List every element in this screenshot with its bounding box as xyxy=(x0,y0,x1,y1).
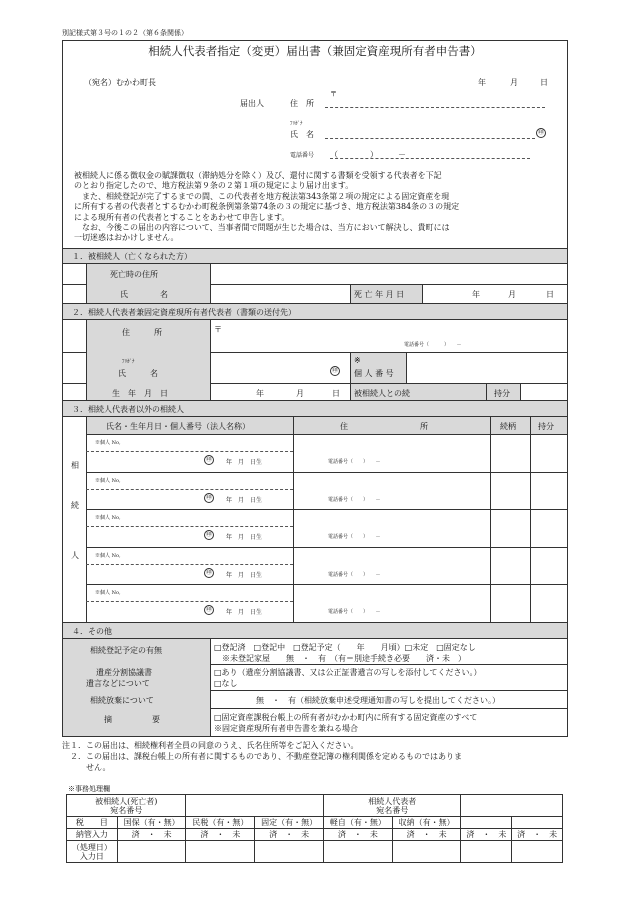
office-use-table xyxy=(66,794,563,863)
heir-birth[interactable]: 年 月 日生 xyxy=(226,609,263,616)
pay-status[interactable]: 済 ・ 未 xyxy=(392,829,461,841)
proc-date-field[interactable] xyxy=(186,841,255,863)
date-year: 年 xyxy=(478,78,486,87)
heir-col-relation: 続柄 xyxy=(500,422,516,431)
rep-birth-label: 生 年 月 日 xyxy=(112,389,168,398)
rep-address-label: 住 所 xyxy=(122,328,162,337)
rep-postal-mark: 〒 xyxy=(214,325,222,334)
rep-relation-label: 被相続人との続 xyxy=(354,389,410,398)
deceased-addr-no-sub: 宛名番号 xyxy=(110,805,143,815)
renounce-options[interactable]: 無 ・ 有（相続放棄申述受理通知書の写しを提出してください。） xyxy=(256,696,500,705)
body-line: 被相続人に係る徴収金の賦課徴収（滞納処分を除く）及び、還付に関する書類を受領する代表者を下記 xyxy=(74,171,442,180)
section3-title: ３．相続人代表者以外の相続人 xyxy=(72,405,184,414)
tax-shuno[interactable]: 収納（有・無） xyxy=(392,817,461,829)
pay-status[interactable]: 済 ・ 未 xyxy=(117,829,186,841)
declaration-text xyxy=(74,171,564,244)
body-line: なお、今後この届出の内容について、当事者間で問題が生じた場合は、当方において解決し、貴町には xyxy=(74,223,450,233)
rep-birth-day: 日 xyxy=(332,389,340,398)
heir-phone[interactable]: 電話番号（ ） － xyxy=(328,572,381,578)
date-day: 日 xyxy=(540,78,548,87)
applicant-phone-underline xyxy=(330,158,530,159)
death-date-label: 死 亡 年 月 日 xyxy=(354,290,405,299)
section4-title: ４．その他 xyxy=(72,627,112,636)
seal-mark-icon: ㊞ xyxy=(205,569,212,576)
proc-date-field[interactable] xyxy=(117,841,186,863)
heir-col-share: 持分 xyxy=(538,422,554,431)
heir-side-label: 相 xyxy=(71,461,79,470)
seal-mark-icon: ㊞ xyxy=(205,606,212,613)
rep-birth-year: 年 xyxy=(256,389,264,398)
applicant-name-label: 氏 名 xyxy=(290,130,314,139)
summary-option-b[interactable]: ※固定資産現所有者申告書を兼ねる場合 xyxy=(214,724,358,733)
seal-mark-icon: ㊞ xyxy=(537,129,544,136)
division-label: 遺産分割協議書 xyxy=(96,668,152,677)
proc-date-field[interactable] xyxy=(255,841,324,863)
pay-status[interactable]: 済 ・ 未 xyxy=(255,829,324,841)
note-2: ２．この届出は、課税台帳上の所有者に関するものであり、不動産登記簿の権利関係を定めるものではありま xyxy=(62,752,462,761)
death-month: 月 xyxy=(508,290,516,299)
division-yes-option[interactable]: □あり（遺産分割協議書、又は公正証書遺言の写しを添付してください。） xyxy=(214,668,482,677)
form-label: 別記様式第３号の１の２（第６条関係） xyxy=(62,29,188,37)
section1-title: １．被相続人（亡くなられた方） xyxy=(72,252,192,261)
section4-header-bg xyxy=(63,623,567,638)
summary-label: 摘 要 xyxy=(104,715,160,724)
tax-kotei[interactable]: 固定（有・無） xyxy=(255,817,324,829)
heir-birth[interactable]: 年 月 日生 xyxy=(226,572,263,579)
section2-title: ２．相続人代表者兼固定資産現所有者代表者（書類の送付先） xyxy=(72,308,296,317)
heir-birth[interactable]: 年 月 日生 xyxy=(226,534,263,541)
applicant-furigana: ﾌﾘｶﾞﾅ xyxy=(290,121,303,127)
seal-mark-icon: ㊞ xyxy=(205,494,212,501)
pay-status[interactable]: 済 ・ 未 xyxy=(186,829,255,841)
applicant-label: 届出人 xyxy=(240,99,264,108)
tax-blank xyxy=(461,817,512,829)
date-month: 月 xyxy=(510,78,518,87)
applicant-name-field[interactable] xyxy=(325,138,535,139)
tax-keiji[interactable]: 軽自（有・無） xyxy=(323,817,392,829)
rep-addr-no-sub: 宛名番号 xyxy=(376,805,409,815)
addressee: （宛名）むかわ町長 xyxy=(84,78,156,87)
proc-date-field[interactable] xyxy=(323,841,392,863)
heir-col-name: 氏名・生年月日・個人番号（法人名称） xyxy=(106,422,250,431)
unregistered-house-options[interactable]: ※未登記家屋 無 ・ 有 （有＝別途手続き必要 済・未 ） xyxy=(222,654,466,663)
proc-date-field[interactable] xyxy=(512,841,563,863)
applicant-phone-label: 電話番号 xyxy=(290,152,315,159)
body-line: のとおり指定したので、地方税法第９条の２第１項の規定により届け出ます。 xyxy=(74,181,354,191)
proc-date-label: （処理日） xyxy=(71,842,112,852)
heir-kojin-no[interactable]: ※個人 No, xyxy=(95,553,121,559)
seal-mark-icon: ㊞ xyxy=(205,531,212,538)
body-line: に所有する者の代表者とするむかわ町税条例第条第74条の３の規定に基づき、地方税法第384条の３の規定 xyxy=(74,202,460,212)
deceased-name-label: 氏 名 xyxy=(120,290,168,299)
summary-option-a[interactable]: □固定資産課税台帳上の所有者がむかわ町内に所有する固定資産のすべて xyxy=(214,713,478,722)
seal-mark-icon: ㊞ xyxy=(205,456,212,463)
pay-status[interactable]: 済 ・ 未 xyxy=(461,829,512,841)
rep-share-label: 持分 xyxy=(494,389,510,398)
note-3: せん。 xyxy=(62,763,111,772)
heir-kojin-no[interactable]: ※個人 No, xyxy=(95,590,121,596)
heir-kojin-no[interactable]: ※個人 No, xyxy=(95,515,121,521)
applicant-address-label: 住 所 xyxy=(290,99,314,108)
tax-item-label: 税 目 xyxy=(67,817,118,829)
heir-kojin-no[interactable]: ※個人 No, xyxy=(95,440,121,446)
heir-phone[interactable]: 電話番号（ ） － xyxy=(328,609,381,615)
proc-date-field[interactable] xyxy=(392,841,461,863)
rep-name-label: 氏 名 xyxy=(118,369,158,378)
rep-furigana: ﾌﾘｶﾞﾅ xyxy=(122,359,135,365)
pay-input-label: 納管入力 xyxy=(67,829,118,841)
registration-options[interactable]: □登記済 □登記中 □登記予定（ 年 月頃）□未定 □固定なし xyxy=(214,643,476,652)
input-date-label: 入力日 xyxy=(79,851,104,861)
postal-mark: 〒 xyxy=(330,90,337,98)
rep-kojin-label: 個 人 番 号 xyxy=(354,369,394,378)
deceased-addr-no-field[interactable] xyxy=(186,795,324,817)
heir-side-label: 人 xyxy=(71,551,79,560)
deceased-addr-no-label: 被相続人(死亡者) xyxy=(95,796,158,806)
heir-birth[interactable]: 年 月 日生 xyxy=(226,459,263,466)
applicant-phone-field[interactable]: （ ） － xyxy=(330,150,406,159)
heir-birth[interactable]: 年 月 日生 xyxy=(226,497,263,504)
death-day: 日 xyxy=(546,290,554,299)
division-no-option[interactable]: □なし xyxy=(214,679,238,688)
seal-mark-icon: ㊞ xyxy=(331,367,338,374)
proc-date-field[interactable] xyxy=(461,841,512,863)
applicant-address-field[interactable] xyxy=(325,107,545,108)
registration-label: 相続登記予定の有無 xyxy=(90,646,162,655)
tax-minzei[interactable]: 民税（有・無） xyxy=(186,817,255,829)
body-line: による現所有者の代表者とすることをあわせて申告します。 xyxy=(74,212,290,222)
heir-phone[interactable]: 電話番号（ ） － xyxy=(328,497,381,503)
heir-col-address: 住 所 xyxy=(340,422,428,431)
body-line: また、相続登記が完了するまでの間、この代表者を地方税法第343条第２項の規定による固定資産を現 xyxy=(74,191,450,201)
tax-blank xyxy=(512,817,563,829)
heir-phone[interactable]: 電話番号（ ） － xyxy=(328,459,381,465)
heir-phone[interactable]: 電話番号（ ） － xyxy=(328,534,381,540)
rep-birth-month: 月 xyxy=(296,389,304,398)
deceased-address-label: 死亡時の住所 xyxy=(110,270,158,279)
death-year: 年 xyxy=(472,290,480,299)
rep-addr-no-field[interactable] xyxy=(461,795,563,817)
pay-status[interactable]: 済 ・ 未 xyxy=(323,829,392,841)
rep-phone-field[interactable]: 電話番号（ ） － xyxy=(404,342,462,348)
rep-addr-no-label: 相続人代表者 xyxy=(368,796,417,806)
office-use-title: ※事務処理欄 xyxy=(68,785,110,793)
renounce-label: 相続放棄について xyxy=(90,696,154,705)
page-title: 相続人代表者指定（変更）届出書（兼固定資産現所有者申告書） xyxy=(148,44,482,58)
tax-kokuho[interactable]: 国保（有・無） xyxy=(117,817,186,829)
rep-kojin-mark: ※ xyxy=(354,356,361,365)
pay-status[interactable]: 済 ・ 未 xyxy=(512,829,563,841)
heir-kojin-no[interactable]: ※個人 No, xyxy=(95,478,121,484)
heir-side-label: 続 xyxy=(71,501,79,510)
body-line: 一切迷惑はおかけしません。 xyxy=(74,233,179,243)
will-label: 遺言などについて xyxy=(86,679,150,688)
note-1: 注１．この届出は、相続権利者全員の同意のうえ、氏名住所等をご記入ください。 xyxy=(62,741,359,750)
